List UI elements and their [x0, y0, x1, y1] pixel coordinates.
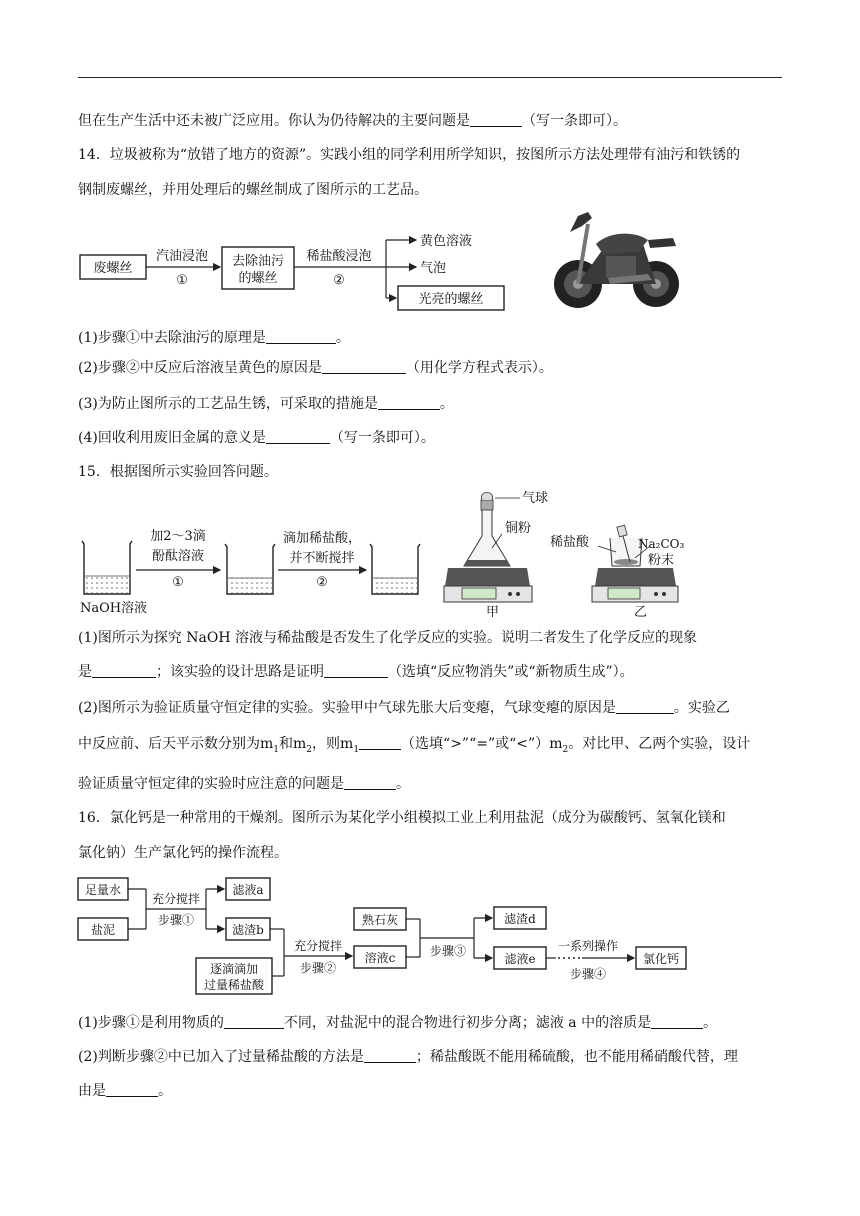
q15-part2a: [78, 698, 730, 718]
box-label: 的螺丝: [238, 271, 278, 286]
arrow-label: 步骤④: [569, 967, 607, 981]
answer-blank[interactable]: [378, 395, 440, 410]
q14-part4: [78, 428, 435, 448]
text: 验证质量守恒定律的实验时应注意的问题是: [78, 776, 344, 792]
text: (2)图所示为验证质量守恒定律的实验。实验甲中气球先胀大后变瘪，气球变瘪的原因是: [78, 700, 616, 716]
text-line: [78, 111, 627, 131]
box-label: 滤渣d: [504, 912, 536, 926]
box-label: 盐泥: [90, 923, 116, 937]
symbol-m1: m: [260, 736, 274, 752]
q15-part2c: [78, 774, 410, 794]
box-label: 光亮的螺丝: [418, 292, 484, 307]
answer-blank[interactable]: [364, 1048, 416, 1063]
arrow-label: 汽油浸泡: [155, 249, 209, 264]
q14-intro: 14．垃圾被称为“放错了地方的资源”。实践小组的同学利用所学知识，按图所示方法处理带有油污和铁锈的: [78, 147, 741, 163]
answer-blank[interactable]: [651, 1014, 703, 1029]
q14-intro: 钢制废螺丝，并用处理后的螺丝制成了图所示的工艺品。: [78, 182, 428, 198]
text: 。实验乙: [673, 700, 730, 716]
answer-blank[interactable]: [322, 359, 406, 374]
q16-part3: [78, 1081, 172, 1101]
beaker-label: NaOH溶液: [80, 601, 148, 616]
text: 但在生产生活中还未被广泛应用。你认为仍待解决的主要问题是: [78, 113, 470, 129]
apparatus-jia: [444, 493, 532, 603]
answer-blank[interactable]: [616, 699, 674, 714]
box-label: 滤液e: [504, 952, 536, 966]
answer-blank[interactable]: [324, 663, 388, 678]
answer-blank[interactable]: [359, 735, 401, 750]
text: （选填“反应物消失”或“新物质生成”）。: [388, 664, 634, 680]
arrow-label: 滴加稀盐酸，: [282, 531, 362, 546]
output-label: 气泡: [420, 261, 447, 276]
box-label: 去除油污: [231, 254, 285, 269]
text: (3)为防止图所示的工艺品生锈，可采取的措施是: [78, 396, 378, 412]
arrow-label: ①: [172, 575, 184, 590]
label-jia: 甲: [486, 605, 500, 620]
text: ，则: [312, 736, 341, 752]
answer-blank[interactable]: [266, 329, 336, 344]
text: 。: [703, 1015, 718, 1031]
box-label: 熟石灰: [361, 913, 399, 927]
text: 。: [396, 776, 410, 792]
arrow-label: 酚酞溶液: [151, 549, 205, 564]
answer-blank[interactable]: [344, 775, 396, 790]
answer-blank[interactable]: [266, 429, 330, 444]
q15-intro: 15．根据图所示实验回答问题。: [78, 464, 278, 480]
text: 。: [335, 330, 350, 346]
q15-part1b: [78, 662, 634, 682]
answer-blank[interactable]: [92, 663, 156, 678]
text: (2)步骤②中反应后溶液呈黄色的原因是: [78, 360, 322, 376]
box-label: 溶液c: [364, 951, 396, 965]
arrow-label: 充分搅拌: [151, 892, 201, 906]
box-label: 逐滴滴加: [209, 962, 259, 976]
text: 由是: [78, 1083, 106, 1099]
text: (1)步骤①中去除油污的原理是: [78, 330, 266, 346]
text: (2)判断步骤②中已加入了过量稀盐酸的方法是: [78, 1049, 364, 1065]
arrow-label: 充分搅拌: [293, 939, 343, 953]
text: (1)步骤①是利用物质的: [78, 1015, 224, 1031]
box-label: 过量稀盐酸: [203, 978, 265, 992]
box-label: 滤液a: [232, 883, 264, 897]
answer-blank[interactable]: [106, 1082, 158, 1097]
text: （写一条即可）。: [522, 113, 627, 129]
q16-intro: 16．氯化钙是一种常用的干燥剂。图所示为某化学小组模拟工业上利用盐泥（成分为碳酸钙、氢氧化镁和: [78, 810, 726, 826]
q14-part1: [78, 328, 350, 348]
box-label: 废螺丝: [93, 261, 133, 276]
header-rule: [78, 77, 782, 78]
text: （写一条即可）。: [329, 430, 435, 446]
text: 。: [158, 1083, 172, 1099]
q14-part2: [78, 358, 553, 378]
output-label: 黄色溶液: [420, 234, 473, 249]
q15-part1a: (1)图所示为探究 NaOH 溶液与稀盐酸是否发生了化学反应的实验。说明二者发生了化学反应的现象: [78, 630, 698, 646]
arrow-label: ②: [316, 575, 328, 590]
text: 是: [78, 664, 92, 680]
label-copper-powder: 铜粉: [505, 521, 532, 536]
beaker-1-liquid: [85, 576, 129, 593]
q16-part1: [78, 1013, 717, 1033]
text: ；稀盐酸既不能用稀硫酸，也不能用稀硝酸代替，理: [415, 1049, 738, 1065]
answer-blank[interactable]: [224, 1014, 284, 1029]
text: 和: [279, 736, 294, 752]
motorcycle-image: [548, 204, 688, 314]
text: 。: [439, 396, 454, 412]
symbol-m1: m: [340, 736, 354, 752]
q15-experiment-figure: [70, 486, 710, 621]
text: （选填“>”“=”或“<”）: [401, 736, 550, 752]
text: 。对比甲、乙两个实验，设计: [568, 736, 751, 752]
beaker-3-liquid: [373, 578, 417, 593]
text: (4)回收利用废旧金属的意义是: [78, 430, 266, 446]
symbol-m2: m: [293, 736, 307, 752]
label-yi: 乙: [634, 605, 648, 620]
box-label: 氯化钙: [642, 952, 680, 966]
arrow-label: 步骤③: [429, 944, 467, 958]
q16-part2: [78, 1047, 738, 1067]
arrow-label: 加2～3滴: [150, 529, 206, 544]
label-powder: 粉末: [648, 553, 675, 568]
q15-part2b: 中反应前、后天平示数分别为$m_1$和$m_2$，则$m_1$ （选填“>”“=”或“$<”)m_2$。对比甲、乙两个实验，设计: [78, 736, 751, 755]
arrow-label: 稀盐酸浸泡: [306, 249, 372, 264]
arrow-label: 步骤①: [157, 913, 195, 927]
symbol-m2: m: [549, 736, 563, 752]
label-dilute-hcl: 稀盐酸: [550, 535, 590, 550]
text: （用化学方程式表示）。: [405, 360, 553, 376]
text: ；该实验的设计思路是证明: [156, 664, 324, 680]
arrow-label: 并不断搅拌: [289, 551, 355, 566]
beaker-2-liquid: [228, 578, 272, 593]
label-balloon: 气球: [522, 491, 549, 506]
text: 中反应前、后天平示数分别为: [78, 736, 260, 752]
arrow-label: 一系列操作: [557, 939, 619, 953]
q16-intro: 氯化钠）生产氯化钙的操作流程。: [78, 845, 288, 861]
arrow-label: 步骤②: [299, 961, 337, 975]
q14-part3: [78, 394, 454, 414]
answer-blank[interactable]: [470, 112, 522, 127]
box-label: 足量水: [84, 883, 122, 897]
q14-flow-diagram: [70, 220, 530, 320]
q16-process-flow: [74, 872, 694, 1004]
box-label: 滤渣b: [232, 923, 264, 937]
text: 不同，对盐泥中的混合物进行初步分离；滤液 a 中的溶质是: [283, 1015, 652, 1031]
arrow-label: ①: [176, 273, 188, 288]
label-na2co3: Na₂CO₃: [638, 537, 685, 551]
arrow-label: ②: [333, 273, 345, 288]
